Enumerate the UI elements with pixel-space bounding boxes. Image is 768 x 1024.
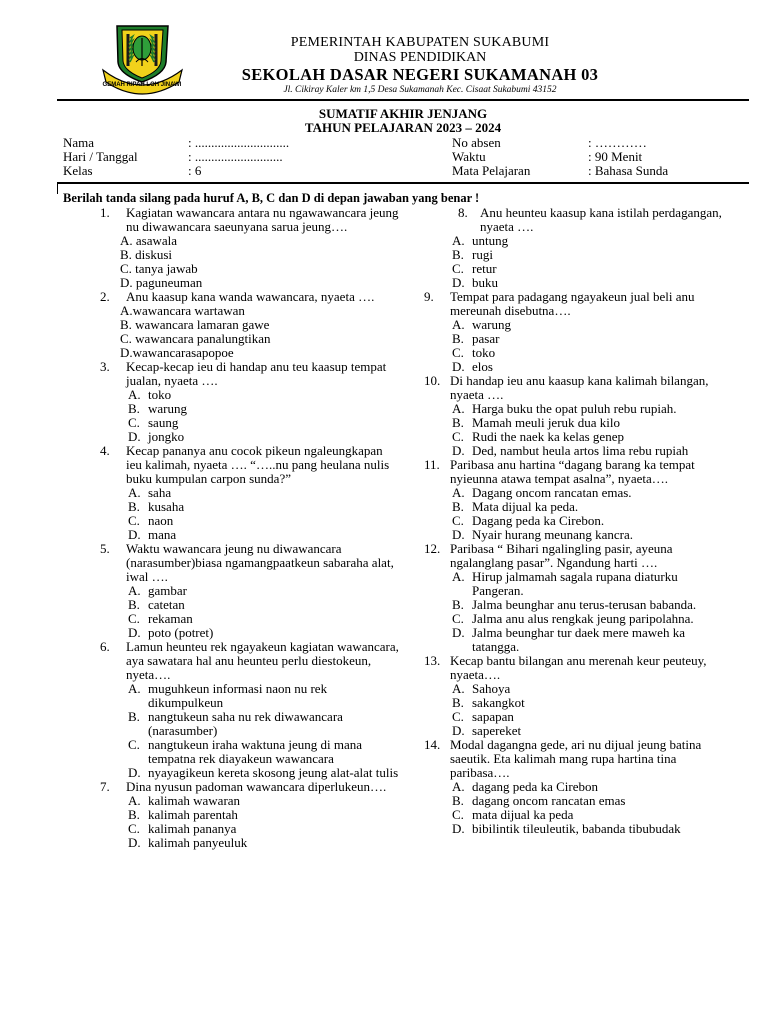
option-letter: B.: [128, 709, 140, 724]
question-text: Kecap pananya anu cocok pikeun ngaleungkapan ieu kalimah, nyaeta …. “…..nu pang heulana nulis buku kumpulan carpon sunda?”: [126, 443, 390, 486]
option-text: kalimah pananya: [148, 821, 237, 836]
question-number: 5.: [100, 541, 110, 556]
option-text: poto (potret): [148, 625, 214, 640]
option-letter: A.: [452, 233, 465, 248]
option-14a[interactable]: [452, 780, 724, 794]
option-6c[interactable]: [128, 738, 400, 766]
option-text: elos: [472, 359, 493, 374]
question-text: Paribasa anu hartina “dagang barang ka tempat nyieunna atawa tempat asalna”, nyaeta….: [450, 457, 695, 486]
question-number: 10.: [424, 373, 441, 388]
option-12c[interactable]: [452, 612, 724, 626]
option-letter: C.: [128, 737, 140, 752]
option-text: saung: [148, 415, 179, 430]
option-text: Dagang oncom rancatan emas.: [472, 485, 632, 500]
option-14b[interactable]: [452, 794, 724, 808]
option-text: Hirup jalmamah sagala rupana diaturku Pangeran.: [472, 569, 678, 598]
option-letter: A.: [128, 387, 141, 402]
option-text: dagang oncom rancatan emas: [472, 793, 626, 808]
question-text: Paribasa “ Bihari ngalingling pasir, ayeuna ngalanglang pasar”. Ngandung harti ….: [450, 541, 673, 570]
option-text: nangtukeun saha nu rek diwawancara (narasumber): [148, 709, 343, 738]
option-letter: D.: [452, 527, 465, 542]
option-2a[interactable]: A.wawancara wartawan: [120, 303, 245, 318]
option-letter: A.: [128, 793, 141, 808]
option-10d[interactable]: [452, 444, 724, 458]
option-letter: D.: [128, 835, 141, 850]
question-number: 3.: [100, 359, 110, 374]
option-text: Jalma beunghar tur daek mere maweh ka tatangga.: [472, 625, 685, 654]
question-text: Anu heunteu kaasup kana istilah perdagangan, nyaeta ….: [480, 205, 722, 234]
question-14: [424, 738, 724, 780]
question-2: [100, 290, 400, 304]
option-letter: A.: [452, 779, 465, 794]
option-12b[interactable]: [452, 598, 724, 612]
question-number: 9.: [424, 289, 434, 304]
option-13a[interactable]: [452, 682, 724, 696]
question-text: Waktu wawancara jeung nu diwawancara (narasumber)biasa ngamangpaatkeun sabaraha alat, iwal ….: [126, 541, 394, 584]
question-text: Lamun heunteu rek ngayakeun kagiatan wawancara, aya sawatara hal anu heunteu perlu diestokeun, nyeta….: [126, 639, 399, 682]
option-8b[interactable]: [452, 248, 724, 262]
option-4a[interactable]: [128, 486, 400, 500]
option-6a[interactable]: [128, 682, 400, 710]
option-letter: D.: [128, 429, 141, 444]
option-10b[interactable]: [452, 416, 724, 430]
option-letter: D.: [452, 821, 465, 836]
option-letter: A.: [452, 569, 465, 584]
option-3c[interactable]: [128, 416, 400, 430]
option-text: nyayagikeun kereta skosong jeung alat-alat tulis: [148, 765, 399, 780]
option-letter: B.: [452, 247, 464, 262]
option-letter: D.: [452, 359, 465, 374]
option-12a[interactable]: [452, 570, 724, 598]
question-number: 12.: [424, 541, 441, 556]
option-text: nangtukeun iraha waktuna jeung di mana tempatna rek diayakeun wawancara: [148, 737, 363, 766]
option-12d[interactable]: [452, 626, 724, 654]
option-5b[interactable]: [128, 598, 400, 612]
option-letter: D.: [128, 765, 141, 780]
option-letter: D.: [452, 723, 465, 738]
option-letter: C.: [128, 415, 140, 430]
option-letter: D.: [128, 625, 141, 640]
kelas-label: Kelas: [63, 163, 93, 178]
option-text: kalimah panyeuluk: [148, 835, 248, 850]
option-letter: A.: [452, 485, 465, 500]
option-4c[interactable]: [128, 514, 400, 528]
question-text: Tempat para padagang ngayakeun jual beli anu mereunah disebutna….: [450, 289, 695, 318]
option-5c[interactable]: [128, 612, 400, 626]
option-10a[interactable]: [452, 402, 724, 416]
option-letter: C.: [452, 345, 464, 360]
option-letter: B.: [452, 499, 464, 514]
option-9d[interactable]: [452, 360, 724, 374]
option-text: untung: [472, 233, 509, 248]
question-5: [100, 542, 400, 584]
question-4: [100, 444, 400, 486]
option-letter: D.: [452, 443, 465, 458]
option-letter: C.: [452, 611, 464, 626]
option-11b[interactable]: [452, 500, 724, 514]
option-text: bibilintik tileuleutik, babanda tibubudak: [472, 821, 681, 836]
option-13c[interactable]: [452, 710, 724, 724]
option-text: Nyair hurang meunang kancra.: [472, 527, 633, 542]
option-text: kusaha: [148, 499, 185, 514]
option-5d[interactable]: [128, 626, 400, 640]
mata-pelajaran-label: Mata Pelajaran: [452, 163, 531, 178]
option-text: gambar: [148, 583, 187, 598]
option-text: Mata dijual ka peda.: [472, 499, 579, 514]
option-letter: B.: [452, 331, 464, 346]
instruction-text: Berilah tanda silang pada huruf A, B, C dan D di depan jawaban yang benar !: [63, 191, 480, 205]
kelas-value: : 6: [188, 163, 202, 178]
option-letter: A.: [128, 681, 141, 696]
option-letter: A.: [452, 681, 465, 696]
option-letter: C.: [128, 821, 140, 836]
option-letter: C.: [128, 513, 140, 528]
question-number: 7.: [100, 779, 110, 794]
question-text: Modal dagangna gede, ari nu dijual jeung batina saeutik. Eta kalimah mang rupa hartina tina paribasa….: [450, 737, 702, 780]
option-9c[interactable]: [452, 346, 724, 360]
option-text: mata dijual ka peda: [472, 807, 574, 822]
question-text: Kecap bantu bilangan anu merenah keur peuteuy, nyaeta….: [450, 653, 707, 682]
question-7: [100, 780, 400, 794]
svg-text:GEMAH RIPAH LOH JINAWI: GEMAH RIPAH LOH JINAWI: [102, 82, 182, 88]
option-letter: C.: [128, 611, 140, 626]
no-absen-label: No absen: [452, 135, 501, 150]
option-11d[interactable]: [452, 528, 724, 542]
option-9b[interactable]: [452, 332, 724, 346]
option-5a[interactable]: [128, 584, 400, 598]
option-11a[interactable]: [452, 486, 724, 500]
question-text: Di handap ieu anu kaasup kana kalimah bilangan, nyaeta ….: [450, 373, 709, 402]
option-text: naon: [148, 513, 174, 528]
option-13d[interactable]: [452, 724, 724, 738]
option-text: toko: [472, 345, 496, 360]
option-letter: A.: [452, 401, 465, 416]
option-text: warung: [472, 317, 511, 332]
option-4d[interactable]: [128, 528, 400, 542]
question-number: 11.: [424, 457, 440, 472]
school-name: SEKOLAH DASAR NEGERI SUKAMANAH 03: [241, 65, 599, 84]
option-text: saha: [148, 485, 172, 500]
option-letter: B.: [128, 499, 140, 514]
option-text: rekaman: [148, 611, 193, 626]
option-2d[interactable]: D.wawancarasapopoe: [120, 345, 234, 360]
option-text: muguhkeun informasi naon nu rek dikumpulkeun: [148, 681, 328, 710]
no-absen-field[interactable]: : …………: [588, 135, 647, 150]
question-text: Dina nyusun padoman wawancara diperlukeun….: [126, 779, 387, 794]
question-number: 1.: [100, 205, 110, 220]
option-text: retur: [472, 261, 497, 276]
option-1a[interactable]: A. asawala: [120, 233, 178, 248]
option-text: dagang peda ka Cirebon: [472, 779, 598, 794]
question-number: 13.: [424, 653, 441, 668]
waktu-label: Waktu: [452, 149, 486, 164]
nama-label: Nama: [63, 135, 95, 150]
option-9a[interactable]: [452, 318, 724, 332]
option-8d[interactable]: [452, 276, 724, 290]
option-text: sapereket: [472, 723, 522, 738]
question-1: [100, 206, 400, 234]
question-number: 4.: [100, 443, 110, 458]
letterhead: [200, 36, 640, 95]
option-letter: B.: [452, 793, 464, 808]
school-year: TAHUN PELAJARAN 2023 – 2024: [304, 120, 502, 135]
option-letter: C.: [452, 709, 464, 724]
questions-right-column: [424, 206, 724, 836]
question-9: [424, 290, 724, 318]
option-11c[interactable]: [452, 514, 724, 528]
nama-field[interactable]: : .............................: [188, 135, 290, 150]
option-text: buku: [472, 275, 498, 290]
option-1d[interactable]: D. paguneuman: [120, 275, 203, 290]
option-text: Jalma anu alus rengkak jeung paripolahna.: [472, 611, 694, 626]
option-letter: A.: [452, 317, 465, 332]
option-letter: B.: [128, 597, 140, 612]
question-text: Kagiatan wawancara antara nu ngawawancara jeung nu diwawancara saeunyana sarua jeung….: [126, 205, 399, 234]
option-4b[interactable]: [128, 500, 400, 514]
option-14d[interactable]: [452, 822, 724, 836]
option-14c[interactable]: [452, 808, 724, 822]
option-6b[interactable]: [128, 710, 400, 738]
option-7a[interactable]: [128, 794, 400, 808]
hari-tanggal-field[interactable]: : ...........................: [188, 149, 283, 164]
option-2b[interactable]: B. wawancara lamaran gawe: [120, 317, 270, 332]
option-text: kalimah wawaran: [148, 793, 241, 808]
option-10c[interactable]: [452, 430, 724, 444]
hari-tanggal-label: Hari / Tanggal: [63, 149, 138, 164]
question-number: 6.: [100, 639, 110, 654]
option-text: toko: [148, 387, 172, 402]
question-text: Kecap-kecap ieu di handap anu teu kaasup tempat jualan, nyaeta ….: [126, 359, 387, 388]
option-letter: B.: [128, 807, 140, 822]
option-7d[interactable]: [128, 836, 400, 850]
government-name: PEMERINTAH KABUPATEN SUKABUMI: [290, 35, 550, 50]
option-letter: B.: [128, 401, 140, 416]
option-text: warung: [148, 401, 187, 416]
option-13b[interactable]: [452, 696, 724, 710]
option-letter: B.: [452, 415, 464, 430]
question-10: [424, 374, 724, 402]
question-3: [100, 360, 400, 388]
option-text: jongko: [148, 429, 185, 444]
info-divider: [57, 182, 749, 184]
option-text: rugi: [472, 247, 493, 262]
option-text: kalimah parentah: [148, 807, 238, 822]
question-number: 14.: [424, 737, 441, 752]
option-letter: C.: [452, 513, 464, 528]
option-8a[interactable]: [452, 234, 724, 248]
school-address: Jl. Cikiray Kaler km 1,5 Desa Sukamanah Kec. Cisaat Sukabumi 43152: [283, 84, 557, 95]
option-text: Rudi the naek ka kelas genep: [472, 429, 624, 444]
question-11: [424, 458, 724, 486]
option-text: catetan: [148, 597, 185, 612]
question-12: [424, 542, 724, 570]
option-text: Harga buku the opat puluh rebu rupiah.: [472, 401, 677, 416]
option-2c[interactable]: C. wawancara panalungtikan: [120, 331, 271, 346]
option-letter: C.: [452, 807, 464, 822]
exam-title: SUMATIF AKHIR JENJANG: [318, 106, 488, 121]
option-letter: A.: [128, 485, 141, 500]
questions-left-column: [100, 206, 400, 850]
frame-line: [57, 182, 58, 194]
option-text: sakangkot: [472, 695, 525, 710]
option-1b[interactable]: B. diskusi: [120, 247, 173, 262]
option-3a[interactable]: [128, 388, 400, 402]
question-13: [424, 654, 724, 682]
option-letter: D.: [452, 275, 465, 290]
question-number: 2.: [100, 289, 110, 304]
option-letter: B.: [452, 597, 464, 612]
option-text: sapapan: [472, 709, 514, 724]
option-text: Jalma beunghar anu terus-terusan babanda.: [472, 597, 697, 612]
department-name: DINAS PENDIDIKAN: [353, 50, 487, 65]
option-1c[interactable]: C. tanya jawab: [120, 261, 198, 276]
option-text: mana: [148, 527, 177, 542]
option-text: Dagang peda ka Cirebon.: [472, 513, 605, 528]
option-letter: D.: [128, 527, 141, 542]
option-8c[interactable]: [452, 262, 724, 276]
school-district-logo: [95, 22, 190, 97]
option-text: Ded, nambut heula artos lima rebu rupiah: [472, 443, 689, 458]
option-letter: D.: [452, 625, 465, 640]
option-letter: C.: [452, 261, 464, 276]
option-7b[interactable]: [128, 808, 400, 822]
option-text: Mamah meuli jeruk dua kilo: [472, 415, 621, 430]
option-letter: A.: [128, 583, 141, 598]
option-3b[interactable]: [128, 402, 400, 416]
mata-pelajaran-value: : Bahasa Sunda: [588, 163, 669, 178]
option-text: pasar: [472, 331, 500, 346]
question-text: Anu kaasup kana wanda wawancara, nyaeta ….: [126, 289, 375, 304]
option-7c[interactable]: [128, 822, 400, 836]
question-number: 8.: [458, 205, 468, 220]
option-letter: C.: [452, 429, 464, 444]
option-text: Sahoya: [472, 681, 511, 696]
option-3d[interactable]: [128, 430, 400, 444]
option-6d[interactable]: [128, 766, 400, 780]
option-letter: B.: [452, 695, 464, 710]
question-8: [424, 206, 724, 234]
waktu-value: : 90 Menit: [588, 149, 643, 164]
header-divider: [57, 99, 749, 101]
question-6: [100, 640, 400, 682]
